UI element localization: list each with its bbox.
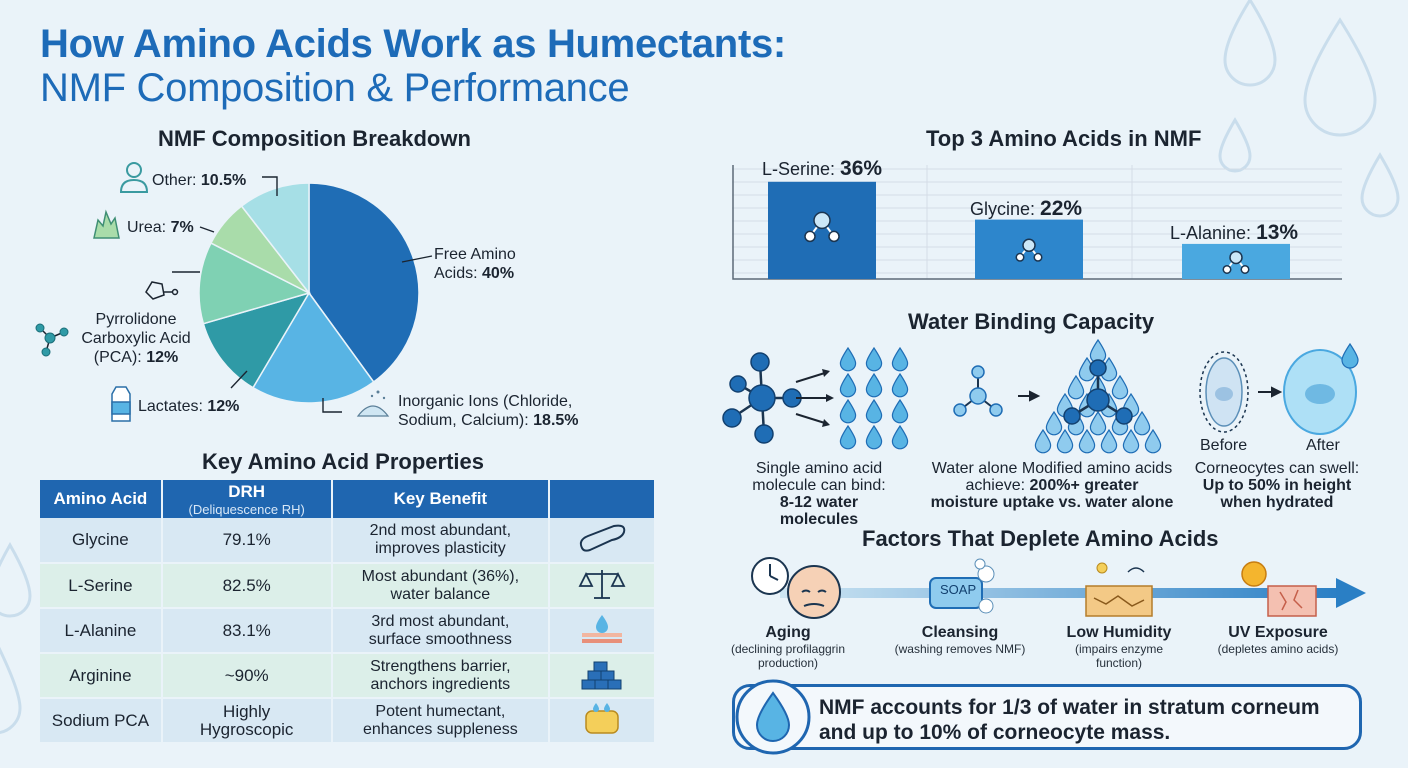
water-droplet <box>1112 376 1127 399</box>
cell-drh: Highly Hygroscopic <box>162 698 332 743</box>
table-row <box>40 698 655 743</box>
bar-label: Glycine: 22% <box>970 197 1083 220</box>
aging-face-icon <box>752 558 840 618</box>
cell-drh: 82.5% <box>162 563 332 608</box>
soap-label: SOAP <box>940 582 977 597</box>
label-inorganic-ions: Inorganic Ions (Chloride, Sodium, Calcium): 18.5% <box>398 393 579 429</box>
cell-icon <box>549 563 655 608</box>
table-row <box>40 563 655 608</box>
salt-sparkle-icon <box>354 386 392 420</box>
label-free-amino-acids: Free Amino Acids: 40% <box>434 246 516 282</box>
factor-uv-exposure: UV Exposure (depletes amino acids) <box>1217 624 1339 656</box>
desert-sun-icon <box>1086 563 1152 616</box>
factor-low-humidity: Low Humidity (impairs enzyme function) <box>1066 624 1172 670</box>
callout-text: NMF accounts for 1/3 of water in stratum corneum and up to 10% of corneocyte mass. <box>819 696 1320 744</box>
cell-benefit: Most abundant (36%), water balance <box>332 563 550 608</box>
crystal-icon <box>90 208 122 242</box>
cell-amino: Arginine <box>40 653 162 698</box>
cell-icon <box>549 698 655 743</box>
water-droplet <box>1090 412 1105 435</box>
composition-title: NMF Composition Breakdown <box>158 126 471 151</box>
nmf-callout <box>732 684 1362 750</box>
modified-amino-water-illustration <box>948 336 1168 456</box>
flexible-band-icon <box>574 520 630 556</box>
water-droplet <box>840 400 855 423</box>
water-droplet <box>1046 412 1061 435</box>
cell-drh: 79.1% <box>162 518 332 563</box>
header-amino-acid: Amino Acid <box>40 480 162 518</box>
after-label: After <box>1306 437 1340 454</box>
corneocyte-swell-illustration <box>1192 340 1372 440</box>
cell-drh: 83.1% <box>162 608 332 653</box>
water-droplet <box>1035 430 1050 453</box>
page-subtitle: NMF Composition & Performance <box>40 66 630 110</box>
factors-timeline <box>740 552 1370 622</box>
water-droplet <box>1057 430 1072 453</box>
pca-molecule-icon <box>138 266 182 306</box>
factors-title: Factors That Deplete Amino Acids <box>862 526 1219 551</box>
header-key-benefit: Key Benefit <box>332 480 550 518</box>
bar-label: L-Alanine: 13% <box>1170 221 1299 244</box>
cell-benefit: 3rd most abundant, surface smoothness <box>332 608 550 653</box>
water-droplet <box>840 426 855 449</box>
water-droplet <box>892 426 907 449</box>
water-droplet <box>866 374 881 397</box>
cell-icon <box>549 518 655 563</box>
cell-benefit: 2nd most abundant, improves plasticity <box>332 518 550 563</box>
water-droplet <box>840 374 855 397</box>
bars-title: Top 3 Amino Acids in NMF <box>926 126 1202 151</box>
header-drh: DRH (Deliquescence RH) <box>162 480 332 518</box>
properties-table <box>40 480 656 744</box>
water-droplet <box>866 348 881 371</box>
sponge-icon <box>574 701 630 737</box>
table-header-row <box>40 480 655 518</box>
bar-label: L-Serine: 36% <box>762 157 883 180</box>
cell-amino: L-Alanine <box>40 608 162 653</box>
factor-cleansing: Cleansing (washing removes NMF) <box>894 624 1026 656</box>
cell-icon <box>549 653 655 698</box>
table-row <box>40 653 655 698</box>
person-icon <box>118 160 150 194</box>
label-urea: Urea: 7% <box>127 219 194 236</box>
water-binding-caption-2: Water alone Modified amino acids achieve: 200%+ greater moisture uptake vs. water alone <box>930 460 1174 511</box>
water-binding-caption-1: Single amino acid molecule can bind: 8-12 water molecules <box>752 460 886 528</box>
table-row <box>40 608 655 653</box>
cell-amino: Glycine <box>40 518 162 563</box>
water-droplet <box>866 426 881 449</box>
cell-amino: Sodium PCA <box>40 698 162 743</box>
skin-droplet-icon <box>574 611 630 647</box>
water-droplet <box>1123 430 1138 453</box>
water-droplet <box>840 348 855 371</box>
before-label: Before <box>1200 437 1248 454</box>
label-other: Other: 10.5% <box>152 172 247 189</box>
water-binding-caption-3: Corneocytes can swell: Up to 50% in height when hydrated <box>1194 460 1360 511</box>
factor-aging: Aging (declining profilaggrin production) <box>730 624 846 670</box>
molecule-icon <box>32 318 72 358</box>
water-droplet <box>1068 376 1083 399</box>
cell-drh: ~90% <box>162 653 332 698</box>
water-droplet <box>1101 430 1116 453</box>
water-droplet <box>1079 430 1094 453</box>
water-droplet <box>892 374 907 397</box>
amino-binds-water-illustration <box>712 340 932 456</box>
label-lactates: Lactates: 12% <box>138 398 240 415</box>
bar <box>768 182 876 279</box>
water-droplet <box>892 348 907 371</box>
water-droplet <box>1145 430 1160 453</box>
cell-benefit: Potent humectant, enhances suppleness <box>332 698 550 743</box>
brick-wall-icon <box>574 656 630 692</box>
cell-benefit: Strengthens barrier, anchors ingredients <box>332 653 550 698</box>
milk-carton-icon <box>106 384 136 424</box>
label-pca: Pyrrolidone Carboxylic Acid (PCA): 12% <box>81 311 191 366</box>
water-droplet <box>892 400 907 423</box>
header-icon <box>549 480 655 518</box>
water-binding-title: Water Binding Capacity <box>908 309 1155 334</box>
water-droplet <box>1134 412 1149 435</box>
cell-icon <box>549 608 655 653</box>
water-droplet <box>866 400 881 423</box>
page-title: How Amino Acids Work as Humectants: <box>40 22 786 66</box>
cell-amino: L-Serine <box>40 563 162 608</box>
properties-title: Key Amino Acid Properties <box>202 449 484 474</box>
water-drop-icon <box>731 675 815 759</box>
table-row <box>40 518 655 563</box>
balance-scale-icon <box>574 566 630 602</box>
